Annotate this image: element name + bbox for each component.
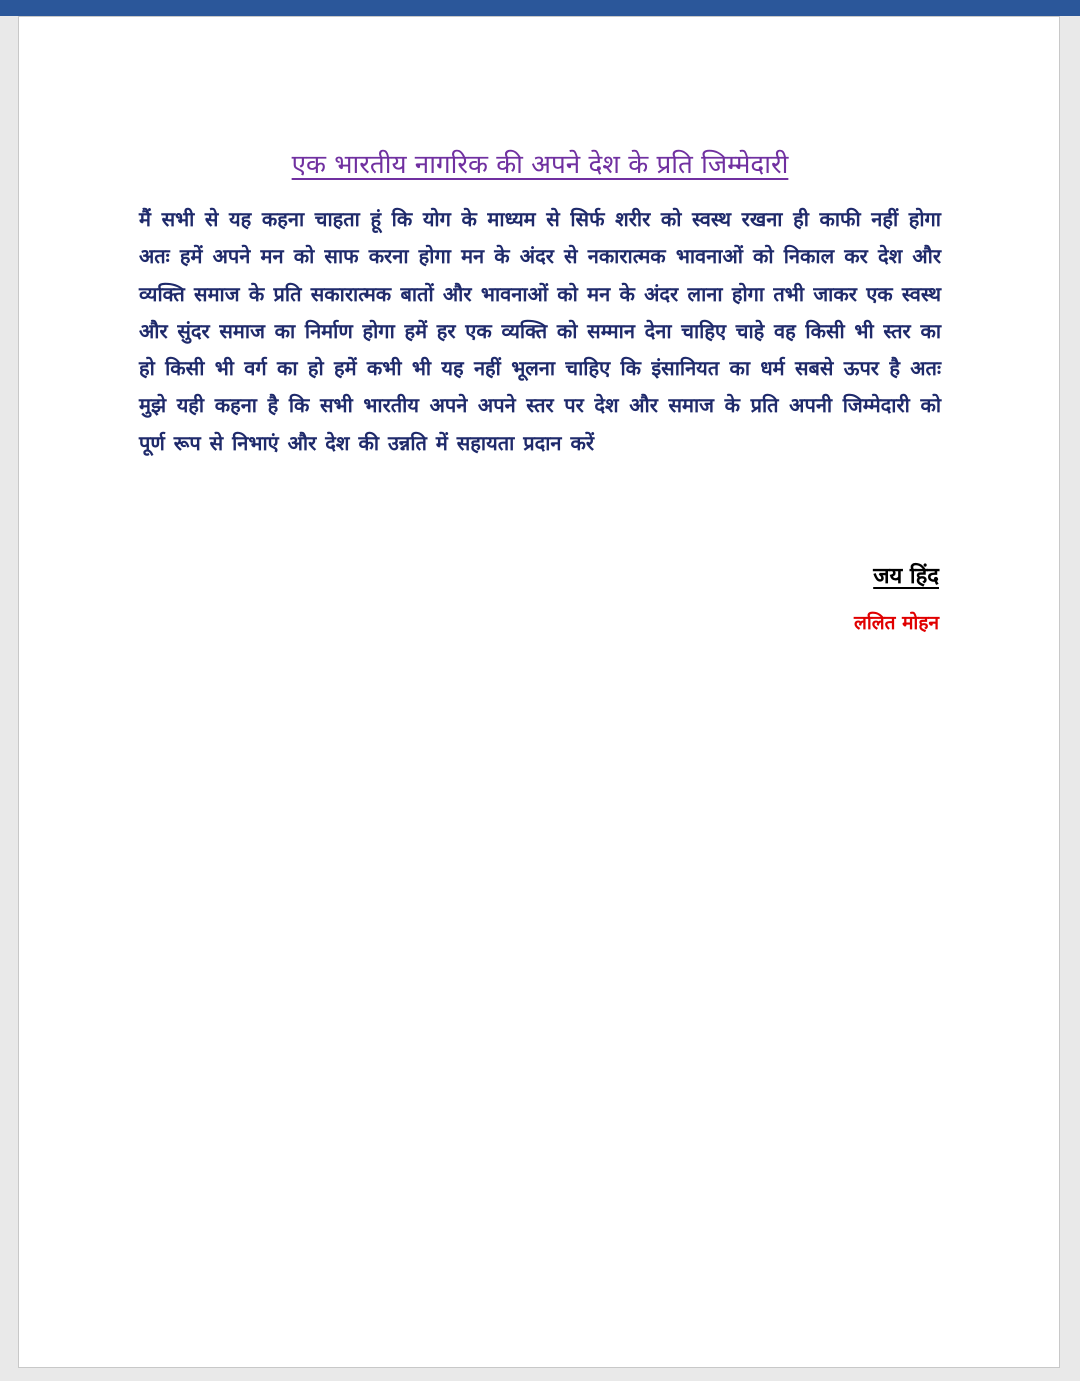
document-title: एक भारतीय नागरिक की अपने देश के प्रति जिम्मेदारी (291, 150, 789, 180)
author-name: ललित मोहन (853, 612, 939, 634)
closing-salutation: जय हिंद (873, 564, 939, 589)
window-top-bar (0, 0, 1080, 16)
document-page[interactable] (18, 16, 1060, 1368)
document-body-paragraph: मैं सभी से यह कहना चाहता हूं कि योग के माध्यम से सिर्फ शरीर को स्वस्थ रखना ही काफी नहीं होगा अतः हमें अपने मन को साफ करना होगा मन के अंदर से नकारात्मक भावनाओं को निकाल कर देश और व्यक्ति समाज के प्रति सकारात्मक बातों और भावनाओं को मन के अंदर लाना होगा तभी जाकर एक स्वस्थ और सुंदर समाज का निर्माण होगा हमें हर एक व्यक्ति को सम्मान देना चाहिए चाहे वह किसी भी स्तर का हो किसी भी वर्ग का हो हमें कभी भी यह नहीं भूलना चाहिए कि इंसानियत का धर्म सबसे ऊपर है अतः मुझे यही कहना है कि सभी भारतीय अपने अपने स्तर पर देश और समाज के प्रति अपनी जिम्मेदारी को पूर्ण रूप से निभाएं और देश की उन्नति में सहायता प्रदान करें (139, 207, 941, 455)
